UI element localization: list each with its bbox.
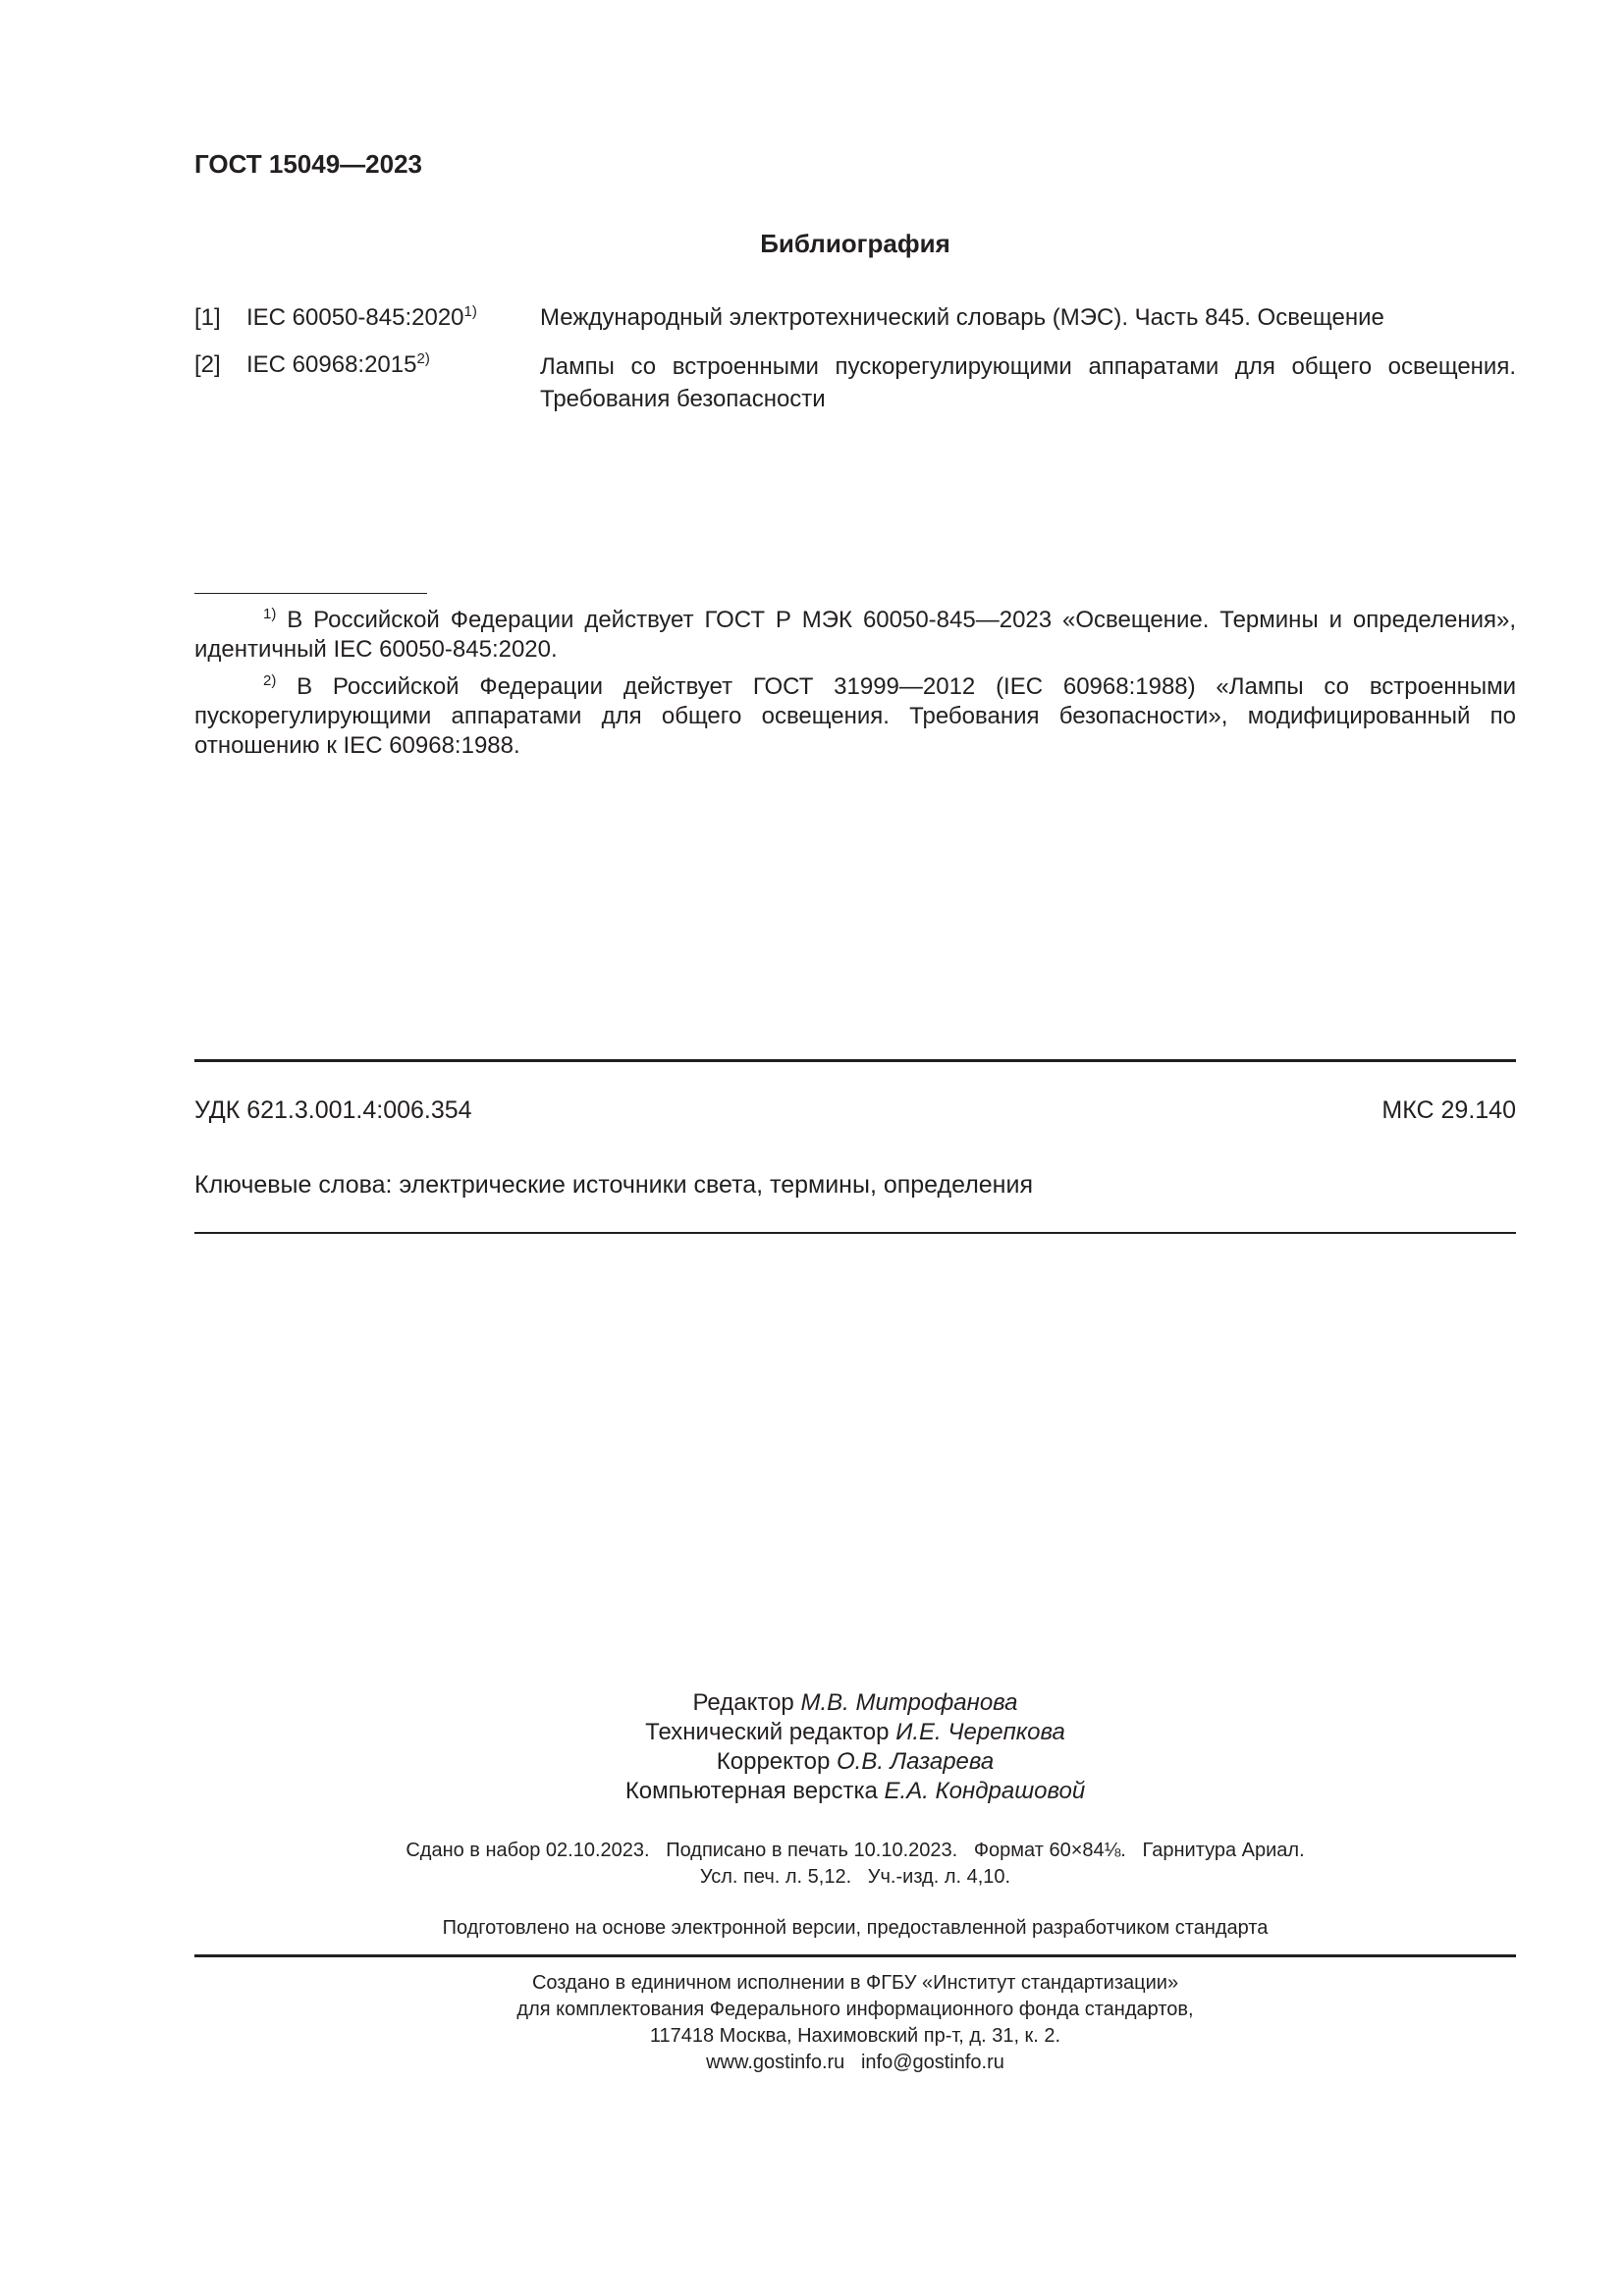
footnote: $^{1)}$ В Российской Федерации действует ГОСТ Р МЭК 60050-845—2023 «Освещение. Термины и определения», идентичный IEC 60050-845:2020. xyxy=(194,606,1517,663)
divider xyxy=(194,1232,1516,1234)
item-title: Лампы со встроенными пускорегулирующими аппаратами для общего освещения. Требования безопасности xyxy=(540,353,1516,412)
document-id: ГОСТ 15049—2023 xyxy=(194,149,422,179)
credit-line: Редактор М.В. Митрофанова xyxy=(692,1689,1018,1716)
item-code: IEC 60968:2015$^{2)}$ xyxy=(246,350,430,378)
credit-line: Корректор О.В. Лазарева xyxy=(716,1748,995,1775)
footnote-divider xyxy=(194,593,427,594)
section-title: Библиография xyxy=(760,229,950,258)
mks-code: МКС 29.140 xyxy=(1381,1096,1516,1124)
divider xyxy=(194,1059,1516,1062)
credit-line: Технический редактор И.Е. Черепкова xyxy=(645,1719,1065,1745)
imprint-line: Усл. печ. л. 5,12. Уч.-изд. л. 4,10. xyxy=(699,1866,1011,1888)
imprint-line: Сдано в набор 02.10.2023. Подписано в печать 10.10.2023. Формат 60×84⅛. Гарнитура Ариал. xyxy=(406,1840,1305,1861)
divider xyxy=(194,1954,1516,1957)
footnote: $^{2)}$ В Российской Федерации действует ГОСТ 31999—2012 (IEC 60968:1988) «Лампы со встроенными пускорегулирующими аппаратами для общего освещения. Требования безопасности», модифицированный по отношению к IEC 60968:1988. xyxy=(194,672,1516,759)
publisher-contacts: www.gostinfo.ru info@gostinfo.ru xyxy=(706,2052,1004,2073)
item-number: [2] xyxy=(194,351,221,378)
item-number: [1] xyxy=(194,304,221,331)
credit-line: Компьютерная верстка Е.А. Кондрашовой xyxy=(624,1778,1086,1804)
item-code: IEC 60050-845:2020$^{1)}$ xyxy=(246,303,477,331)
prepared-note: Подготовлено на основе электронной версии, предоставленной разработчиком стандарта xyxy=(442,1917,1269,1939)
udk-code: УДК 621.3.001.4:006.354 xyxy=(194,1096,472,1124)
item-title: Международный электротехнический словарь (МЭС). Часть 845. Освещение xyxy=(540,304,1384,331)
keywords: Ключевые слова: электрические источники света, термины, определения xyxy=(194,1171,1033,1199)
publisher-line: Создано в единичном исполнении в ФГБУ «Институт стандартизации» xyxy=(531,1972,1179,1994)
publisher-line: 117418 Москва, Нахимовский пр-т, д. 31, к. 2. xyxy=(649,2025,1061,2047)
publisher-line: для комплектования Федерального информационного фонда стандартов, xyxy=(516,1999,1194,2020)
